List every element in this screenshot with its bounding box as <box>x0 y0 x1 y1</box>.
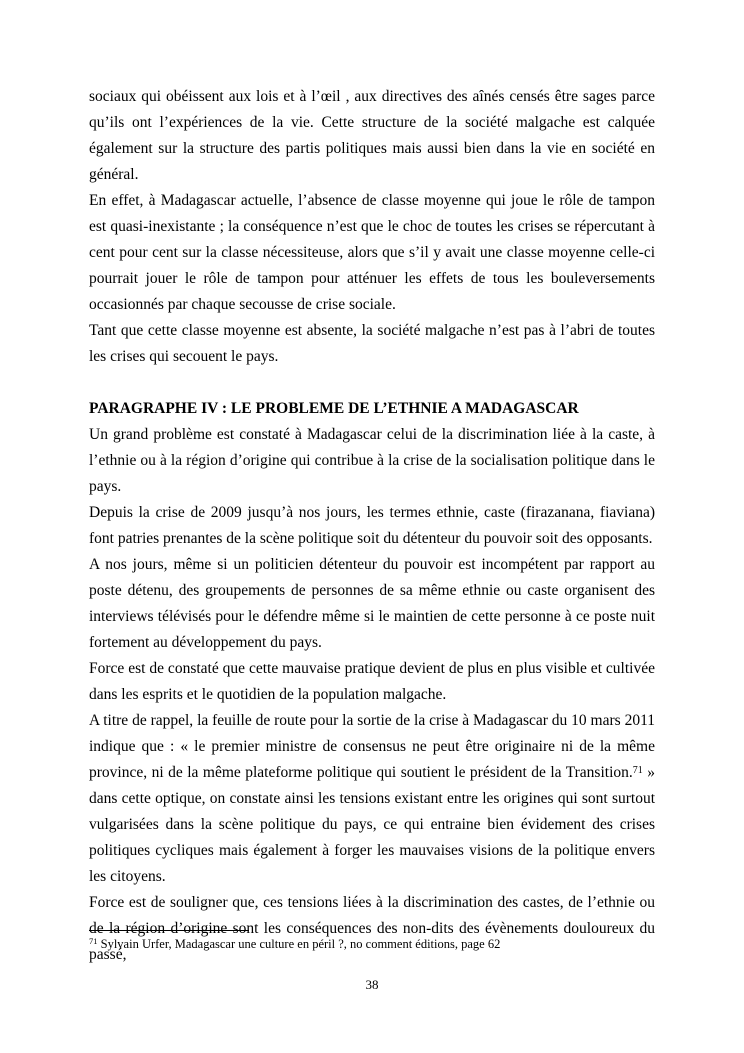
footnote <box>89 936 655 953</box>
blank-line <box>89 370 655 396</box>
body-text-block <box>89 84 655 968</box>
footnote-reference-71: 71 <box>632 764 643 776</box>
footnote-area <box>89 930 655 953</box>
body-paragraph: Force est de souligner que, ces tensions liées à la discrimination des castes, de l’ethnie ou de la région d’origine sont les conséquences des non-dits des évènements douloureux du passé, <box>89 894 655 963</box>
quote-text-before-ref: A titre de rappel, la feuille de route pour la sortie de la crise à Madagascar du 10 mars 2011 indique que : « le premier ministre de consensus ne peut être originaire ni de la même province, ni de la même plateforme politique qui soutient le président de la Transition. <box>89 712 655 781</box>
body-paragraph: Tant que cette classe moyenne est absente, la société malgache n’est pas à l’abri de toutes les crises qui secouent le pays. <box>89 322 655 365</box>
body-paragraph: Force est de constaté que cette mauvaise pratique devient de plus en plus visible et cultivée dans les esprits et le quotidien de la population malgache. <box>89 660 655 703</box>
body-paragraph-with-footnote-ref <box>89 708 655 890</box>
page-number: 38 <box>365 977 379 992</box>
section-heading: PARAGRAPHE IV : LE PROBLEME DE L’ETHNIE A MADAGASCAR <box>89 400 579 417</box>
body-paragraph: En effet, à Madagascar actuelle, l’absence de classe moyenne qui joue le rôle de tampon est quasi-inexistante ; la conséquence n’est que le choc de toutes les crises se répercutant à cent pour cent sur la classe nécessiteuse, alors que s’il y avait une classe moyenne celle-ci pourrait jouer le rôle de tampon pour atténuer les effets de tous les bouleversements occasionnés par chaque secousse de crise sociale. <box>89 192 655 313</box>
body-paragraph: Depuis la crise de 2009 jusqu’à nos jours, les termes ethnie, caste (firazanana, fiaviana) font patries prenantes de la scène politique soit du détenteur du pouvoir soit des opposants. <box>89 504 655 547</box>
body-paragraph: Un grand problème est constaté à Madagascar celui de la discrimination liée à la caste, à l’ethnie ou à la région d’origine qui contribue à la crise de la socialisation politique dans le pays. <box>89 426 655 495</box>
footnote-citation-text: Sylvain Urfer, Madagascar une culture en péril ?, no comment éditions, page 62 <box>97 937 501 951</box>
body-paragraph: A nos jours, même si un politicien détenteur du pouvoir est incompétent par rapport au poste détenu, des groupements de personnes de sa même ethnie ou caste organisent des interviews télévisés pour le défendre même si le maintien de cette personne à ce poste nuit fortement au développement du pays. <box>89 556 655 651</box>
footnote-marker: 71 <box>89 936 98 947</box>
body-paragraph: sociaux qui obéissent aux lois et à l’œil , aux directives des aînés censés être sages parce qu’ils ont l’expériences de la vie. Cette structure de la société malgache est calquée également sur la structure des partis politiques mais aussi bien dans la vie en société en général. <box>89 88 655 183</box>
quote-text-after-ref: » dans cette optique, on constate ainsi les tensions existant entre les origines qui sont surtout vulgarisées dans la scène politique du pays, ce qui entraine bien évidement des crises politiques cycliques mais également à forger les mauvaises visions de la politique envers les citoyens. <box>89 764 655 885</box>
footnote-separator-rule <box>89 930 249 931</box>
